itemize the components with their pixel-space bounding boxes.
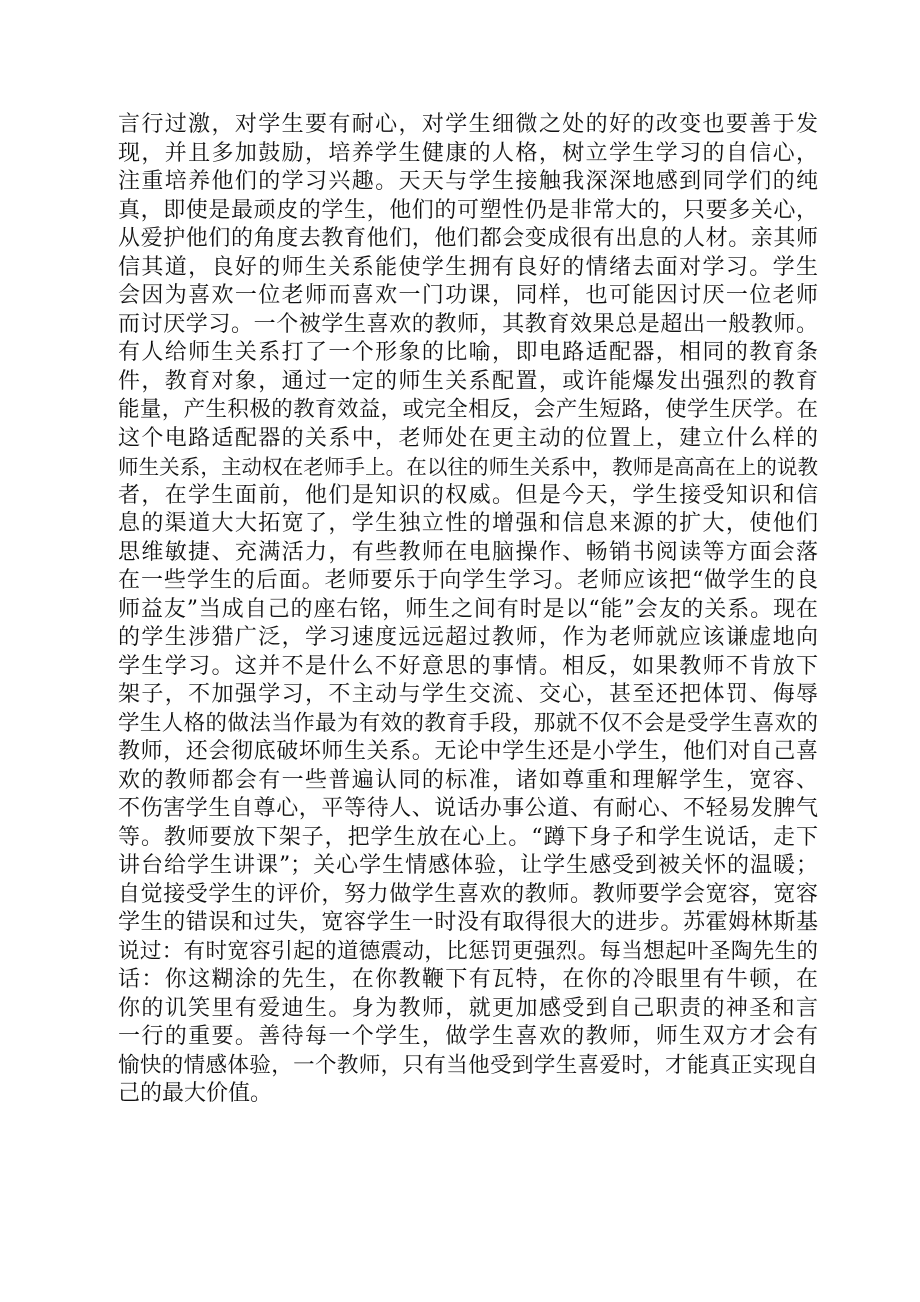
text-line: 等。教师要放下架子，把学生放在心上。“蹲下身子和学生说话，走下 <box>118 824 818 850</box>
text-line: 的学生涉猎广泛，学习速度远远超过教师，作为老师就应该谦虚地向 <box>118 625 818 650</box>
text-line: 己的最大价值。 <box>118 1081 273 1106</box>
text-line: 现，并且多加鼓励，培养学生健康的人格，树立学生学习的自信心， <box>118 140 818 166</box>
text-line: 会因为喜欢一位老师而喜欢一门功课，同样，也可能因讨厌一位老师 <box>118 283 818 308</box>
text-line: 这个电路适配器的关系中，老师处在更主动的位置上，建立什么样的 <box>118 425 818 451</box>
text-line: 有人给师生关系打了一个形象的比喻，即电路适配器，相同的教育条 <box>118 340 818 365</box>
text-line: 师益友”当成自己的座右铭，师生之间有时是以“能”会友的关系。现在 <box>118 596 818 622</box>
text-line: 不伤害学生自尊心，平等待人、说话办事公道、有耐心、不轻易发脾气 <box>118 796 818 821</box>
text-line: 师生关系，主动权在老师手上。在以往的师生关系中，教师是高高在上的说教 <box>118 455 818 479</box>
text-line: 真，即使是最顽皮的学生，他们的可塑性仍是非常大的，只要多关心， <box>118 197 818 223</box>
text-line: 欢的教师都会有一些普遍认同的标准，诸如尊重和理解学生，宽容、 <box>118 767 818 793</box>
text-line: 而讨厌学习。一个被学生喜欢的教师，其教育效果总是超出一般教师。 <box>118 311 818 337</box>
text-line: 说过：有时宽容引起的道德震动，比惩罚更强烈。每当想起叶圣陶先生的 <box>118 938 818 964</box>
text-line: 讲台给学生讲课”；关心学生情感体验，让学生感受到被关怀的温暖； <box>118 853 818 878</box>
text-line: 思维敏捷、充满活力，有些教师在电脑操作、畅销书阅读等方面会落 <box>118 539 818 565</box>
text-line: 件，教育对象，通过一定的师生关系配置，或许能爆发出强烈的教育 <box>118 368 818 394</box>
text-line: 言行过激，对学生要有耐心，对学生细微之处的好的改变也要善于发 <box>118 112 818 137</box>
text-line: 自觉接受学生的评价，努力做学生喜欢的教师。教师要学会宽容，宽容 <box>118 881 818 907</box>
text-line: 你的讥笑里有爱迪生。身为教师，就更加感受到自己职责的神圣和言 <box>118 995 818 1021</box>
text-line: 学生的错误和过失，宽容学生一时没有取得很大的进步。苏霍姆林斯基 <box>118 910 818 935</box>
text-line: 一行的重要。善待每一个学生，做学生喜欢的教师，师生双方才会有 <box>118 1024 818 1049</box>
text-line: 学生学习。这并不是什么不好意思的事情。相反，如果教师不肯放下 <box>118 653 818 679</box>
text-line: 教师，还会彻底破坏师生关系。无论中学生还是小学生，他们对自己喜 <box>118 739 818 764</box>
text-line: 架子，不加强学习，不主动与学生交流、交心，甚至还把体罚、侮辱 <box>118 682 818 707</box>
text-line: 者，在学生面前，他们是知识的权威。但是今天，学生接受知识和信 <box>118 482 818 508</box>
text-line: 话：你这糊涂的先生，在你教鞭下有瓦特，在你的冷眼里有牛顿，在 <box>118 967 818 992</box>
text-line: 从爱护他们的角度去教育他们，他们都会变成很有出息的人材。亲其师 <box>118 226 818 251</box>
text-line: 信其道，良好的师生关系能使学生拥有良好的情绪去面对学习。学生 <box>118 254 818 280</box>
text-line: 在一些学生的后面。老师要乐于向学生学习。老师应该把“做学生的良 <box>118 568 818 593</box>
text-line: 学生人格的做法当作最为有效的教育手段，那就不仅不会是受学生喜欢的 <box>118 710 818 736</box>
body-text <box>118 111 818 1109</box>
text-line: 愉快的情感体验，一个教师，只有当他受到学生喜爱时，才能真正实现自 <box>118 1052 818 1078</box>
text-line: 息的渠道大大拓宽了，学生独立性的增强和信息来源的扩大，使他们 <box>118 511 818 536</box>
text-line: 注重培养他们的学习兴趣。天天与学生接触我深深地感到同学们的纯 <box>118 169 818 194</box>
text-line: 能量，产生积极的教育效益，或完全相反，会产生短路，使学生厌学。在 <box>118 397 818 422</box>
